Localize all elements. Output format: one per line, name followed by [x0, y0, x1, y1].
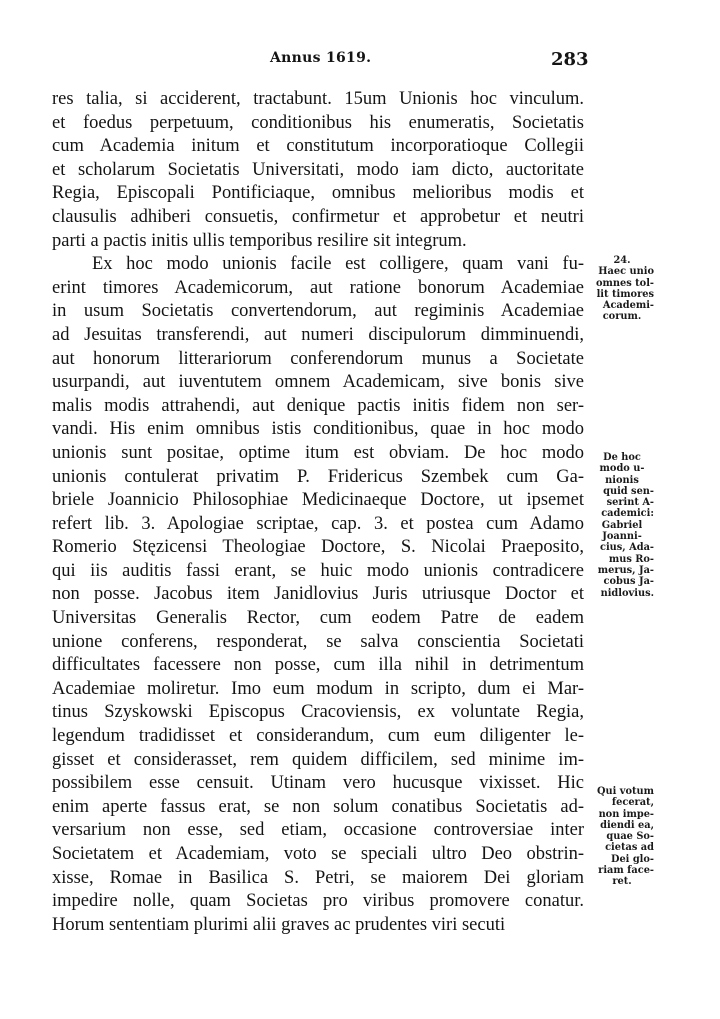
margin-note-line: non impe- [598, 808, 654, 820]
margin-note-line: ret. [612, 876, 632, 888]
margin-note-line: serint A- [606, 497, 654, 509]
body-line: et scholarum Societatis Universitati, modo iam dicto, auctoritate [52, 159, 584, 180]
margin-note-line: diendi ea, [600, 819, 654, 831]
margin-note-line: 24. [613, 255, 631, 266]
body-line: Academiae moliretur. Imo eum modum in scripto, dum ei Mar- [52, 678, 584, 699]
body-line: possibilem esse censuit. Utinam vero hucusque vixisset. Hic [52, 773, 584, 794]
body-line: Romerio Stęzicensi Theologiae Doctore, S. Nicolai Praeposito, [52, 537, 584, 558]
margin-note-line: fecerat, [611, 797, 654, 809]
margin-note-line: nionis [605, 474, 639, 486]
body-line: in usum Societatis convertendorum, aut regiminis Academiae [52, 301, 584, 322]
margin-note-line: Gabriel [601, 519, 643, 531]
body-line: refert lib. 3. Apologiae scriptae, cap. 3. et postea cum Adamo [52, 513, 584, 534]
page-number: 283 [551, 49, 589, 70]
body-line: difficultates facessere non posse, cum illa nihil in detrimentum [52, 655, 584, 676]
margin-note-line: cobus Ja- [603, 576, 654, 588]
body-line: vandi. His enim omnibus istis conditionibus, quae in hoc modo [52, 419, 584, 440]
margin-note-line: quae So- [606, 831, 654, 843]
body-line: erint timores Academicorum, aut ratione bonorum Academiae [52, 277, 584, 298]
body-line: qui iis auditis fassi erant, se huic modo unionis contradicere [52, 560, 584, 581]
margin-note-line: nidlovius. [600, 587, 654, 599]
body-line: usurpandi, aut iuventutem omnem Academicam, sive bonis sive [52, 372, 584, 393]
margin-note-de-hoc-modo [590, 452, 654, 599]
body-line: gisset et considerasset, rem quidem difficilem, sed minime im- [52, 749, 584, 770]
body-line: aut honorum litterariorum conferendorum munus a Societate [52, 348, 584, 369]
body-line: unionis contulerat privatim P. Fridericus Szembek cum Ga- [52, 466, 584, 487]
body-line: xisse, Romae in Basilica S. Petri, se maiorem Dei gloriam [52, 867, 584, 888]
margin-note-line: Academi- [602, 300, 654, 312]
body-line: parti a pactis initis ullis temporibus resilire sit integrum. [52, 230, 467, 251]
body-line: Horum sententiam plurimi alii graves ac prudentes viri secuti [52, 914, 506, 935]
body-text [52, 88, 584, 937]
body-line: et foedus perpetuum, conditionibus his enumeratis, Societatis [52, 112, 584, 133]
body-line: Societatem et Academiam, voto se speciali ultro Deo obstrin- [52, 844, 584, 864]
body-line: unionis sunt positae, optime itum est obviam. De hoc modo [52, 442, 584, 463]
margin-note-line: lit timores [596, 288, 654, 300]
margin-note-line: Qui votum [596, 786, 654, 797]
body-line: Universitas Generalis Rector, cum eodem Patre de eadem [52, 608, 584, 629]
body-line: legendum tradidisset et considerandum, cum eum diligenter le- [52, 726, 584, 747]
body-line: Ex hoc modo unionis facile est colligere, quam vani fu- [92, 254, 584, 275]
margin-note-unio [590, 255, 654, 323]
body-line: malis modis attrahendi, aut denique pactis initis fidem non ser- [52, 395, 584, 416]
margin-note-line: cademici: [601, 508, 654, 520]
margin-note-line: quid sen- [603, 485, 654, 497]
body-line: unione conferens, responderat, se salva conscientia Societati [52, 631, 584, 652]
body-line: ad Jesuitas transferendi, aut numeri discipulorum dimminuendi, [52, 324, 584, 345]
body-line: enim aperte fassus erat, se non solum conatibus Societatis ad- [52, 796, 584, 817]
margin-note-line: De hoc [603, 452, 641, 463]
margin-note-line: Joanni- [602, 531, 642, 543]
body-line: impedire nolle, quam Societas pro viribus promovere conatur. [52, 891, 584, 912]
margin-note-line: cius, Ada- [599, 542, 654, 554]
margin-note-qui-votum [590, 786, 654, 888]
margin-note-line: Haec unio [598, 266, 654, 278]
body-line: tinus Szyskowski Episcopus Cracoviensis, ex voluntate Regia, [52, 702, 584, 723]
margin-note-line: mus Ro- [608, 553, 654, 565]
body-line: res talia, si acciderent, tractabunt. 15um Unionis hoc vinculum. [52, 89, 584, 109]
body-line: Regia, Episcopali Pontificiaque, omnibus melioribus modis et [52, 183, 584, 204]
body-line: non posse. Jacobus item Janidlovius Juris utriusque Doctor et [52, 584, 584, 605]
margin-note-line: omnes tol- [595, 277, 654, 289]
body-line: cum Academia initum et constitutum incorporatioque Collegii [52, 136, 584, 157]
margin-note-line: merus, Ja- [597, 564, 654, 576]
margin-note-line: modo u- [599, 463, 645, 475]
running-head: Annus 1619. [270, 50, 372, 66]
margin-note-line: Dei glo- [610, 853, 654, 865]
margin-note-line: riam face- [598, 865, 654, 877]
body-line: briele Joannicio Philosophiae Medicinaeque Doctore, ut ipsemet [52, 490, 584, 511]
body-line: clausulis adhiberi consuetis, confirmetur et approbetur et neutri [52, 206, 584, 227]
body-line: versarium non esse, sed etiam, occasione controversiae inter [52, 820, 584, 841]
margin-note-line: cietas ad [605, 842, 654, 854]
margin-note-line: corum. [602, 311, 642, 323]
